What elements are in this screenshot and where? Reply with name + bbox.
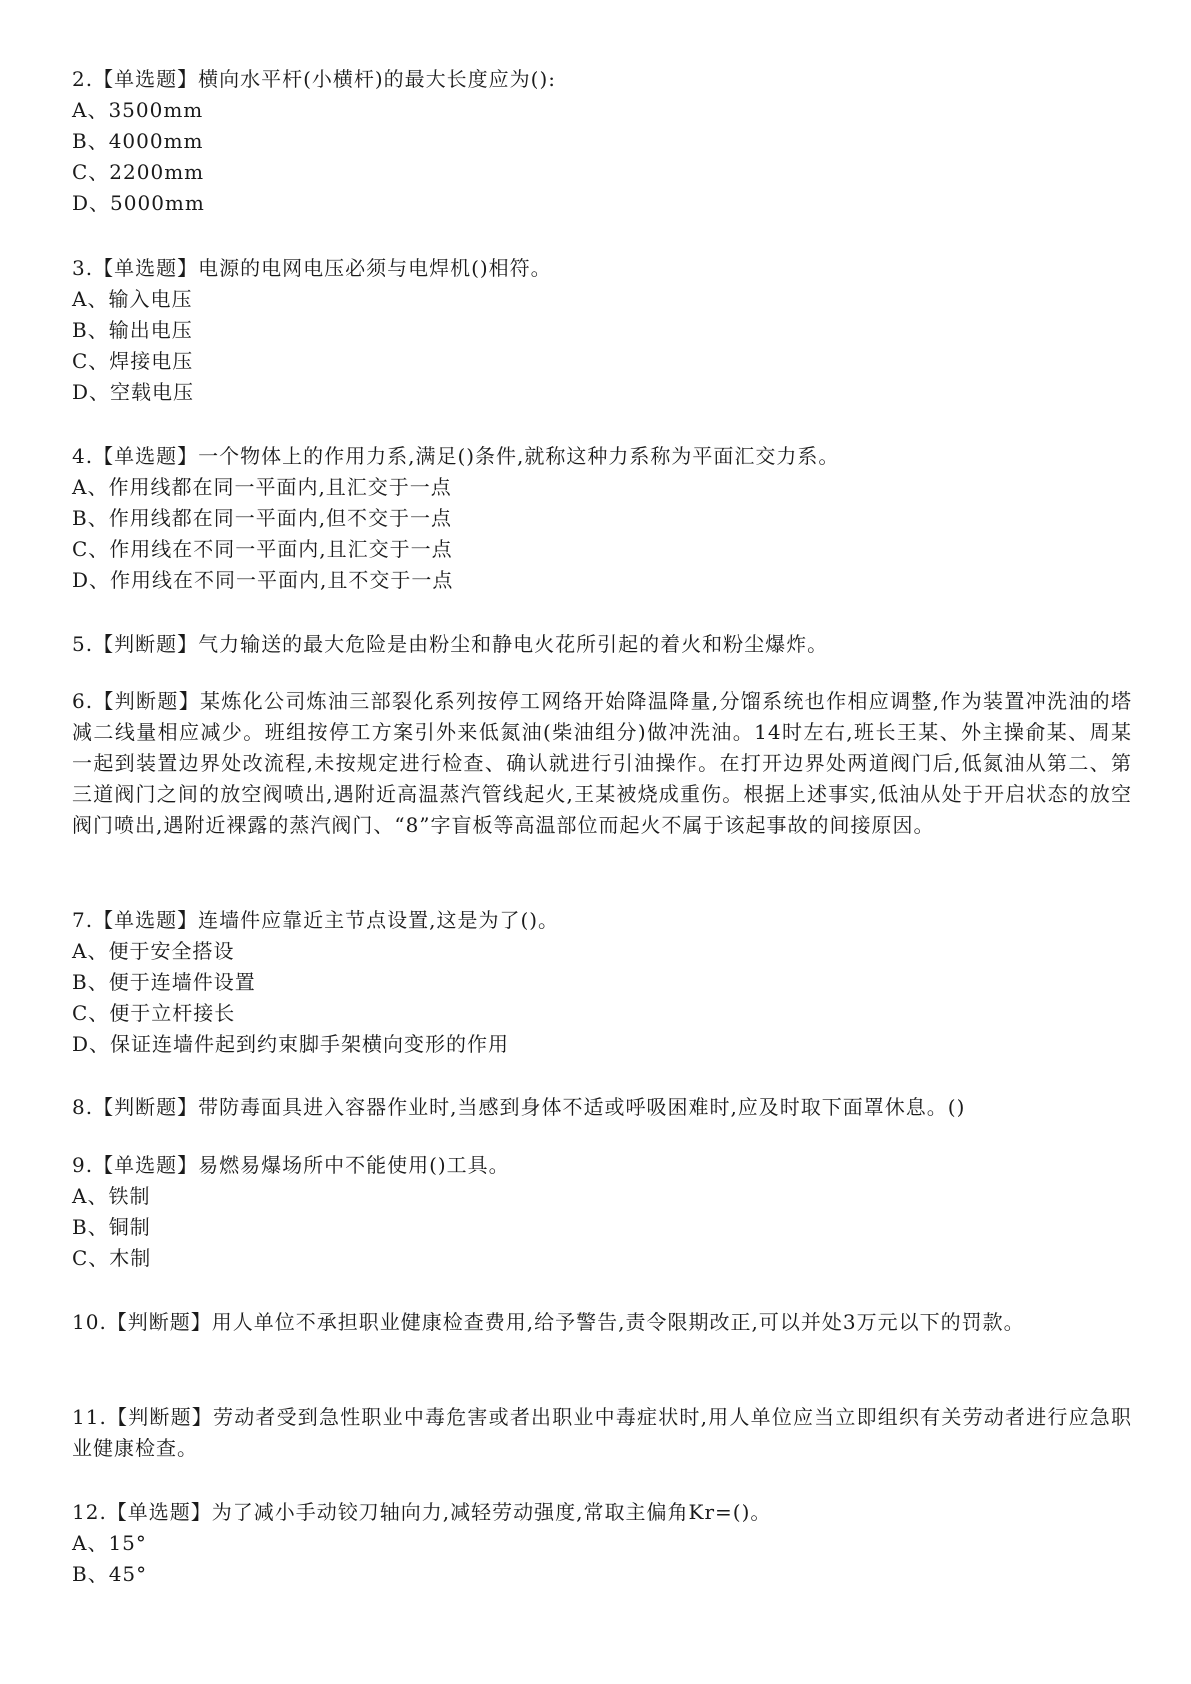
option-a: A、便于安全搭设 xyxy=(72,939,235,963)
option-d: D、保证连墙件起到约束脚手架横向变形的作用 xyxy=(72,1032,510,1056)
question-12 xyxy=(72,1497,1132,1590)
option-d: D、5000mm xyxy=(72,191,205,215)
question-6 xyxy=(72,686,1132,841)
question-title: 8.【判断题】带防毒面具进入容器作业时,当感到身体不适或呼吸困难时,应及时取下面罩休息。() xyxy=(72,1095,966,1119)
question-11 xyxy=(72,1402,1132,1464)
question-title: 2.【单选题】横向水平杆(小横杆)的最大长度应为(): xyxy=(72,67,557,91)
question-title: 4.【单选题】一个物体上的作用力系,满足()条件,就称这种力系称为平面汇交力系。 xyxy=(72,444,840,468)
question-title: 12.【单选题】为了减小手动铰刀轴向力,减轻劳动强度,常取主偏角Kr=()。 xyxy=(72,1500,772,1524)
question-title: 6.【判断题】某炼化公司炼油三部裂化系列按停工网络开始降温降量,分馏系统也作相应调整,作为装置冲洗油的塔减二线量相应减少。班组按停工方案引外来低氮油(柴油组分)做冲洗油。14时左右,班长王某、外主操俞某、周某一起到装置边界处改流程,未按规定进行检查、确认就进行引油操作。在打开边界处两道阀门后,低氮油从第二、第三道阀门之间的放空阀喷出,遇附近高温蒸汽管线起火,王某被烧成重伤。根据上述事实,低油从处于开启状态的放空阀门喷出,遇附近裸露的蒸汽阀门、“8”字盲板等高温部位而起火不属于该起事故的间接原因。 xyxy=(72,689,1132,837)
option-c: C、焊接电压 xyxy=(72,349,194,373)
question-title: 3.【单选题】电源的电网电压必须与电焊机()相符。 xyxy=(72,256,552,280)
option-c: C、木制 xyxy=(72,1246,152,1270)
question-title: 5.【判断题】气力输送的最大危险是由粉尘和静电火花所引起的着火和粉尘爆炸。 xyxy=(72,632,829,656)
question-9 xyxy=(72,1150,1132,1274)
option-a: A、15° xyxy=(72,1531,147,1555)
question-5 xyxy=(72,629,1132,660)
option-d: D、作用线在不同一平面内,且不交于一点 xyxy=(72,568,454,592)
document-page xyxy=(72,0,1132,1684)
option-b: B、4000mm xyxy=(72,129,204,153)
option-a: A、输入电压 xyxy=(72,287,193,311)
option-b: B、作用线都在同一平面内,但不交于一点 xyxy=(72,506,453,530)
option-b: B、便于连墙件设置 xyxy=(72,970,256,994)
question-7 xyxy=(72,905,1132,1060)
option-b: B、45° xyxy=(72,1562,148,1586)
question-title: 11.【判断题】劳动者受到急性职业中毒危害或者出职业中毒症状时,用人单位应当立即组织有关劳动者进行应急职业健康检查。 xyxy=(72,1405,1132,1460)
question-10 xyxy=(72,1307,1132,1338)
option-a: A、作用线都在同一平面内,且汇交于一点 xyxy=(72,475,452,499)
question-title: 10.【判断题】用人单位不承担职业健康检查费用,给予警告,责令限期改正,可以并处3万元以下的罚款。 xyxy=(72,1310,1025,1334)
question-title: 9.【单选题】易燃易爆场所中不能使用()工具。 xyxy=(72,1153,510,1177)
option-b: B、铜制 xyxy=(72,1215,151,1239)
option-a: A、3500mm xyxy=(72,98,204,122)
option-c: C、便于立杆接长 xyxy=(72,1001,236,1025)
question-title: 7.【单选题】连墙件应靠近主节点设置,这是为了()。 xyxy=(72,908,560,932)
option-b: B、输出电压 xyxy=(72,318,193,342)
option-c: C、2200mm xyxy=(72,160,205,184)
question-3 xyxy=(72,253,1132,408)
question-8 xyxy=(72,1092,1132,1123)
question-4 xyxy=(72,441,1132,596)
question-2 xyxy=(72,64,1132,219)
option-c: C、作用线在不同一平面内,且汇交于一点 xyxy=(72,537,453,561)
option-a: A、铁制 xyxy=(72,1184,151,1208)
option-d: D、空载电压 xyxy=(72,380,195,404)
